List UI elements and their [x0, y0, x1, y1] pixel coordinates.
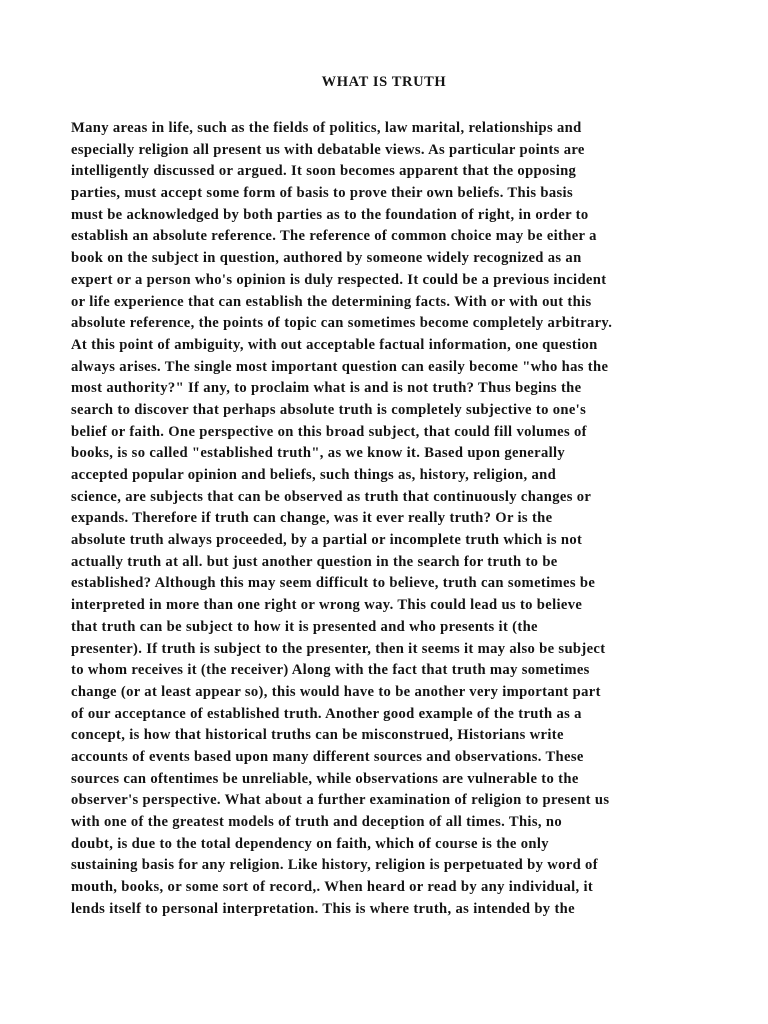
- body-line: absolute reference, the points of topic can sometimes become completely arbitrary.: [71, 315, 613, 332]
- body-line: establish an absolute reference. The reference of common choice may be either a: [71, 228, 597, 245]
- body-line: presenter). If truth is subject to the presenter, then it seems it may also be subject: [71, 640, 606, 657]
- body-line: accounts of events based upon many different sources and observations. These: [71, 748, 584, 765]
- body-line: expands. Therefore if truth can change, was it ever really truth? Or is the: [71, 510, 553, 527]
- body-line: of our acceptance of established truth. Another good example of the truth as a: [71, 705, 582, 722]
- body-line: with one of the greatest models of truth and deception of all times. This, no: [71, 814, 562, 830]
- body-line: sustaining basis for any religion. Like history, religion is perpetuated by word of: [71, 857, 598, 874]
- document-title: WHAT IS TRUTH: [321, 74, 447, 90]
- body-line: concept, is how that historical truths can be misconstrued, Historians write: [71, 727, 564, 744]
- body-line: observer's perspective. What about a further examination of religion to present us: [71, 792, 610, 809]
- body-line: change (or at least appear so), this would have to be another very important part: [71, 683, 601, 700]
- body-line: sources can oftentimes be unreliable, while observations are vulnerable to the: [71, 770, 579, 787]
- body-line: that truth can be subject to how it is presented and who presents it (the: [71, 618, 538, 635]
- body-line: book on the subject in question, authored by someone widely recognized as an: [71, 250, 582, 267]
- body-line: accepted popular opinion and beliefs, such things as, history, religion, and: [71, 467, 557, 483]
- body-line: established? Although this may seem difficult to believe, truth can sometimes be: [71, 575, 596, 592]
- body-line: books, is so called "established truth", as we know it. Based upon generally: [71, 445, 566, 462]
- body-line: to whom receives it (the receiver) Along with the fact that truth may sometimes: [71, 662, 590, 679]
- body-line: mouth, books, or some sort of record,. When heard or read by any individual, it: [71, 879, 594, 896]
- body-line: belief or faith. One perspective on this broad subject, that could fill volumes of: [71, 423, 587, 440]
- body-line: always arises. The single most important question can easily become "who has the: [71, 358, 609, 375]
- body-line: actually truth at all. but just another question in the search for truth to be: [71, 553, 558, 570]
- body-line: At this point of ambiguity, with out acceptable factual information, one question: [71, 336, 598, 353]
- body-line: search to discover that perhaps absolute truth is completely subjective to one's: [71, 401, 587, 418]
- body-line: interpreted in more than one right or wrong way. This could lead us to believe: [71, 597, 583, 614]
- body-line: especially religion all present us with debatable views. As particular points are: [71, 141, 585, 158]
- body-line: doubt, is due to the total dependency on faith, which of course is the only: [71, 835, 549, 852]
- body-line: expert or a person who's opinion is duly respected. It could be a previous incident: [71, 271, 607, 288]
- body-line: science, are subjects that can be observed as truth that continuously changes or: [71, 488, 592, 505]
- body-line: absolute truth always proceeded, by a partial or incomplete truth which is not: [71, 532, 583, 549]
- body-line: most authority?" If any, to proclaim what is and is not truth? Thus begins the: [71, 380, 582, 397]
- body-line: Many areas in life, such as the fields of politics, law marital, relationships and: [71, 120, 582, 136]
- body-line: must be acknowledged by both parties as to the foundation of right, in order to: [71, 206, 589, 223]
- body-line: or life experience that can establish the determining facts. With or with out this: [71, 293, 592, 310]
- document-body: [71, 118, 711, 920]
- body-line: intelligently discussed or argued. It soon becomes apparent that the opposing: [71, 163, 577, 180]
- body-line: lends itself to personal interpretation. This is where truth, as intended by the: [71, 900, 575, 917]
- body-line: parties, must accept some form of basis to prove their own beliefs. This basis: [71, 185, 573, 202]
